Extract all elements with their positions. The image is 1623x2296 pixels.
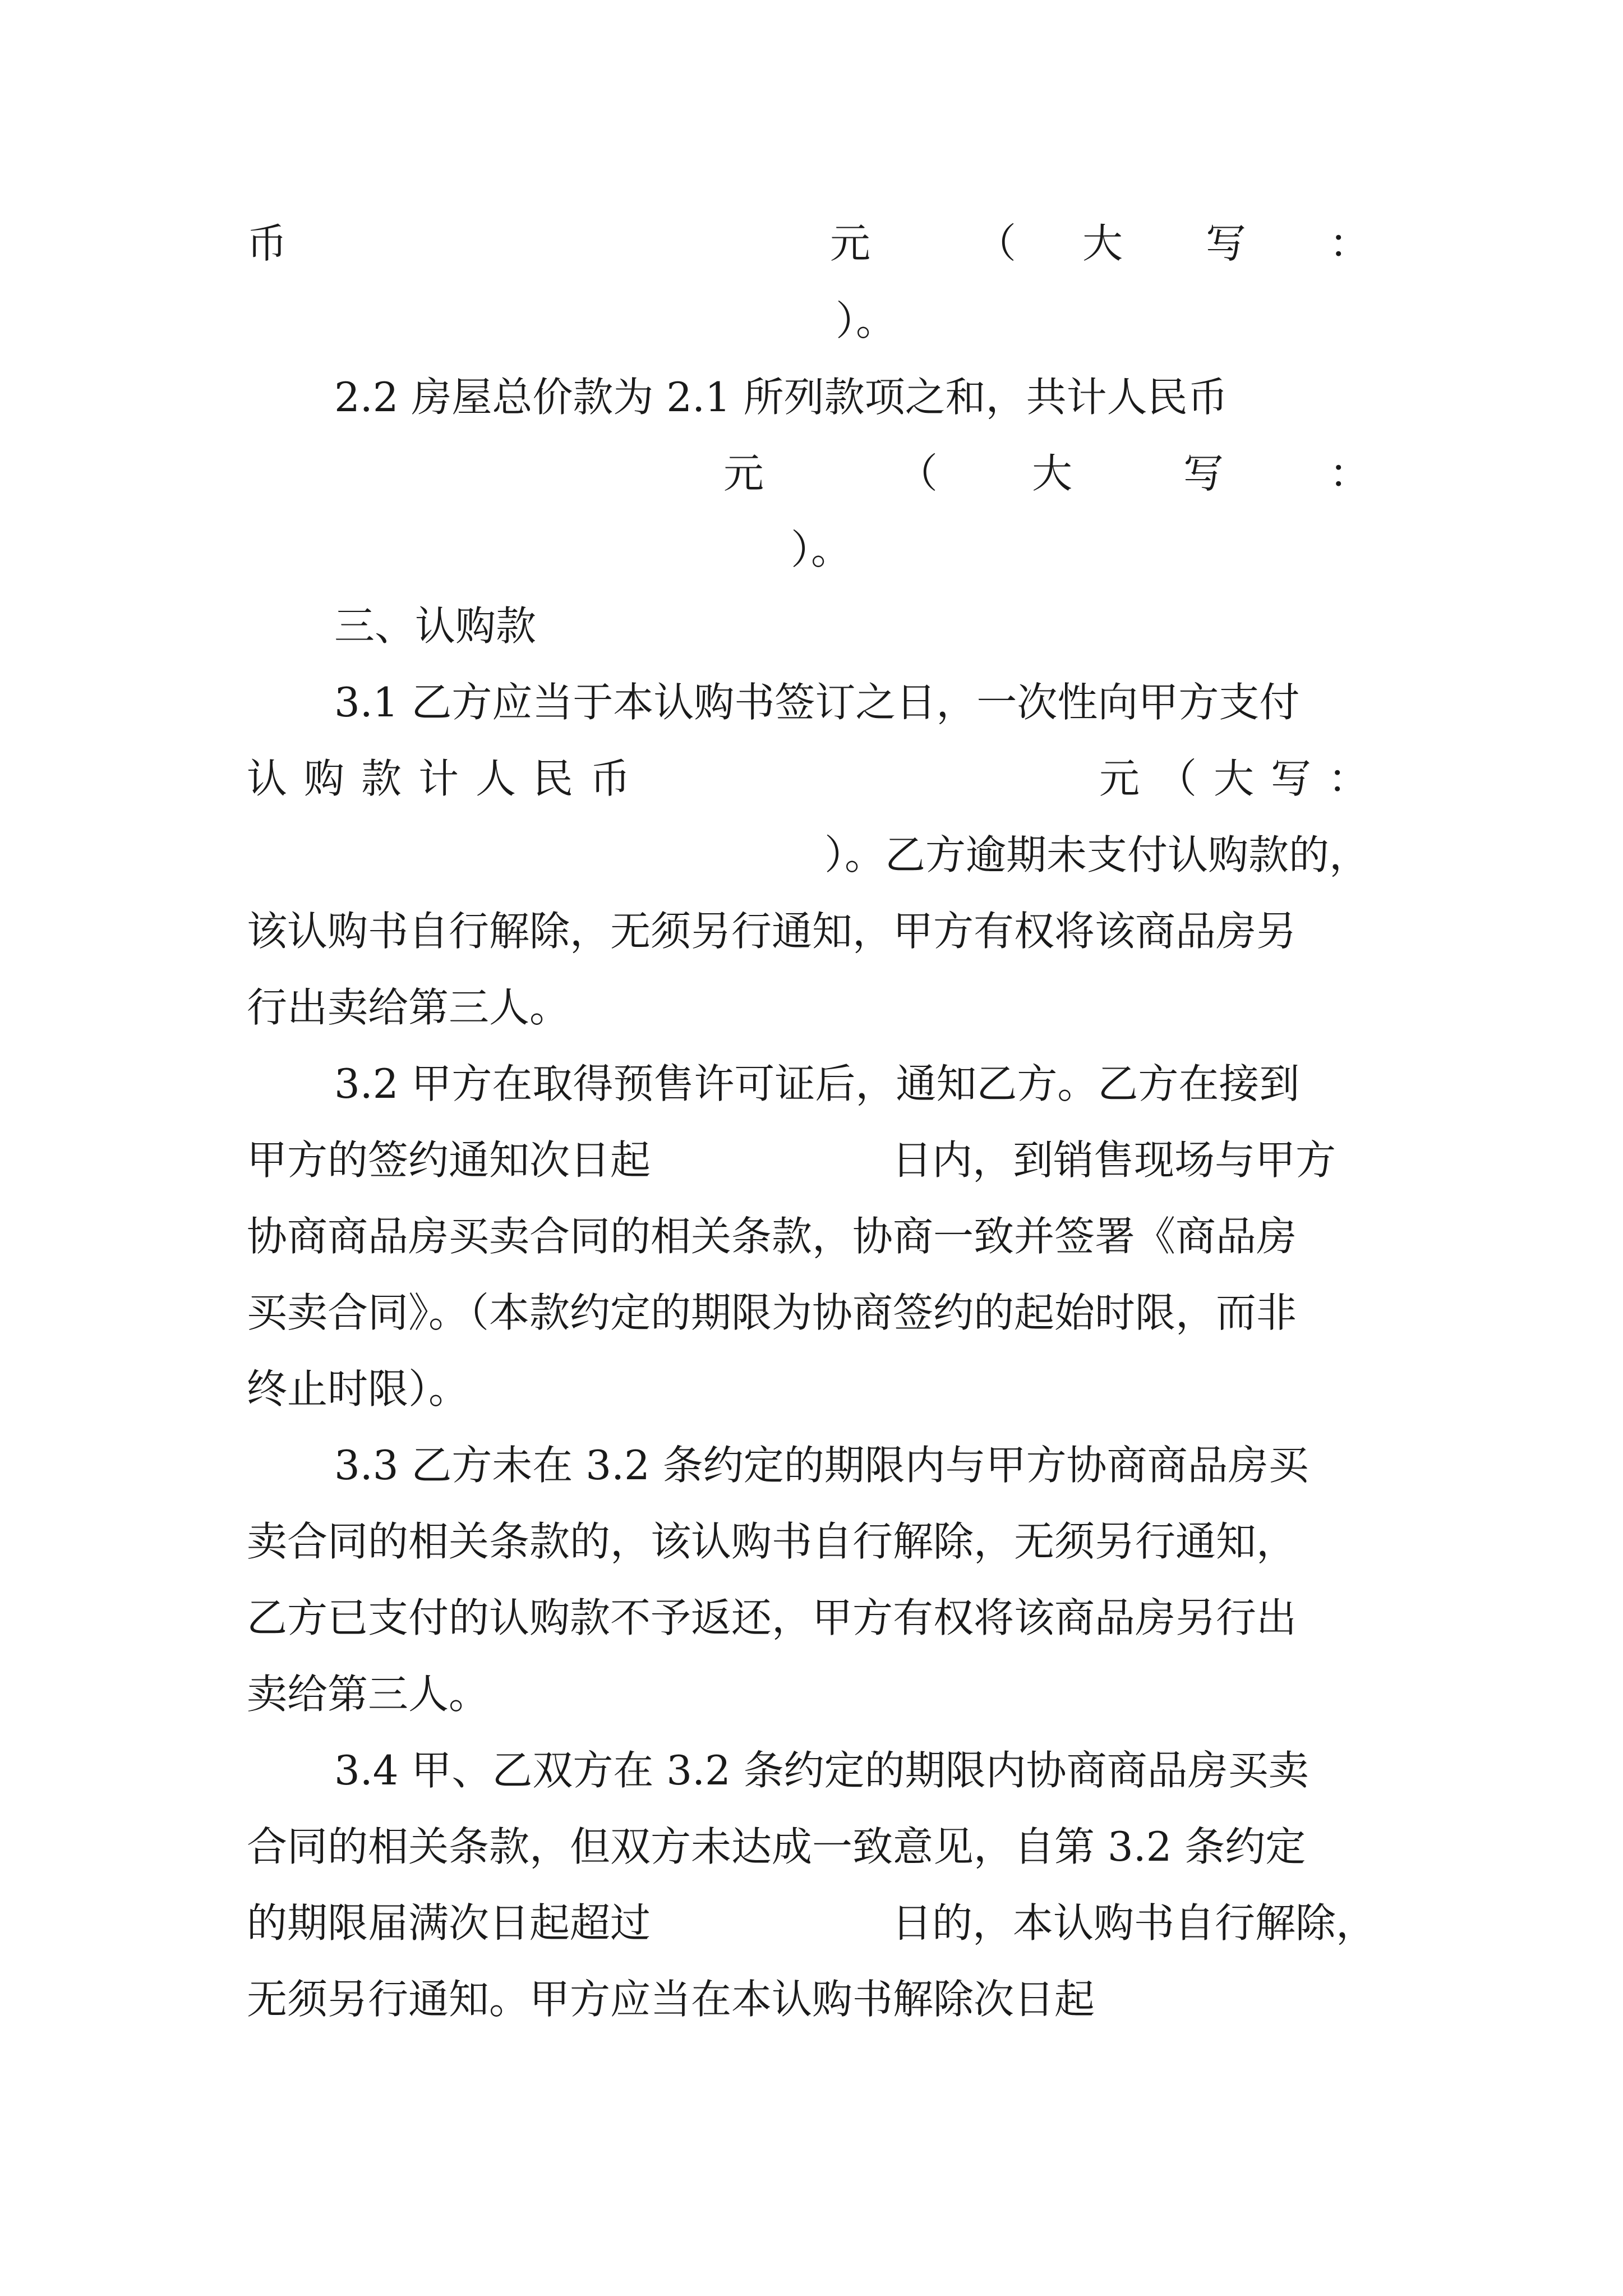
line-13-seg-a: 甲方的签约通知次日起 bbox=[247, 1137, 651, 1184]
line-19: 乙方已支付的认购款不予返还，甲方有权将该商品房另行出 bbox=[247, 1594, 1297, 1641]
line-6: 三、认购款 bbox=[334, 602, 537, 650]
line-11: 行出卖给第三人。 bbox=[247, 984, 570, 1031]
line-15: 买卖合同》。（本款约定的期限为协商签约的起始时限，而非 bbox=[247, 1289, 1297, 1336]
line-10: 该认购书自行解除，无须另行通知，甲方有权将该商品房另 bbox=[247, 908, 1297, 955]
line-2: ）。 bbox=[836, 297, 897, 344]
line-4-seg-a: 元 bbox=[723, 450, 764, 497]
line-1-seg-a: 币 bbox=[247, 220, 288, 267]
line-1-seg-c: （ bbox=[976, 220, 1017, 267]
line-22: 合同的相关条款，但双方未达成一致意见，自第 3.2 条约定 bbox=[247, 1823, 1306, 1870]
line-23-seg-b: 日的，本认购书自行解除， bbox=[892, 1899, 1377, 1947]
line-7: 3.1 乙方应当于本认购书签订之日，一次性向甲方支付 bbox=[334, 679, 1300, 726]
line-4-seg-e: ： bbox=[1329, 450, 1370, 497]
line-1-seg-f: ： bbox=[1329, 220, 1370, 267]
line-14: 协商商品房买卖合同的相关条款，协商一致并签署《商品房 bbox=[247, 1213, 1297, 1260]
line-8-seg-b: 元（大写： bbox=[1099, 755, 1386, 802]
line-16: 终止时限）。 bbox=[247, 1365, 469, 1412]
line-4-seg-c: 大 bbox=[1032, 450, 1073, 497]
line-24: 无须另行通知。甲方应当在本认购书解除次日起 bbox=[247, 1976, 1095, 2023]
line-4-seg-d: 写 bbox=[1183, 450, 1224, 497]
line-1-seg-e: 写 bbox=[1206, 220, 1247, 267]
line-4-seg-b: （ bbox=[897, 450, 938, 497]
line-5: ）。 bbox=[791, 526, 852, 573]
line-12: 3.2 甲方在取得预售许可证后，通知乙方。乙方在接到 bbox=[334, 1060, 1300, 1107]
line-9: ）。乙方逾期未支付认购款的， bbox=[824, 831, 1370, 878]
line-3: 2.2 房屋总价款为 2.1 所列款项之和，共计人民币 bbox=[334, 374, 1228, 421]
line-23-seg-a: 的期限届满次日起超过 bbox=[247, 1899, 651, 1947]
line-20: 卖给第三人。 bbox=[247, 1671, 490, 1718]
line-18: 卖合同的相关条款的，该认购书自行解除，无须另行通知， bbox=[247, 1518, 1297, 1565]
line-17: 3.3 乙方未在 3.2 条约定的期限内与甲方协商商品房买 bbox=[334, 1442, 1309, 1489]
line-1-seg-d: 大 bbox=[1082, 220, 1123, 267]
line-21: 3.4 甲、乙双方在 3.2 条约定的期限内协商商品房买卖 bbox=[334, 1747, 1309, 1794]
line-13-seg-b: 日内，到销售现场与甲方 bbox=[892, 1137, 1336, 1184]
line-1-seg-b: 元 bbox=[830, 220, 871, 267]
line-8-seg-a: 认购款计人民币 bbox=[247, 755, 648, 802]
